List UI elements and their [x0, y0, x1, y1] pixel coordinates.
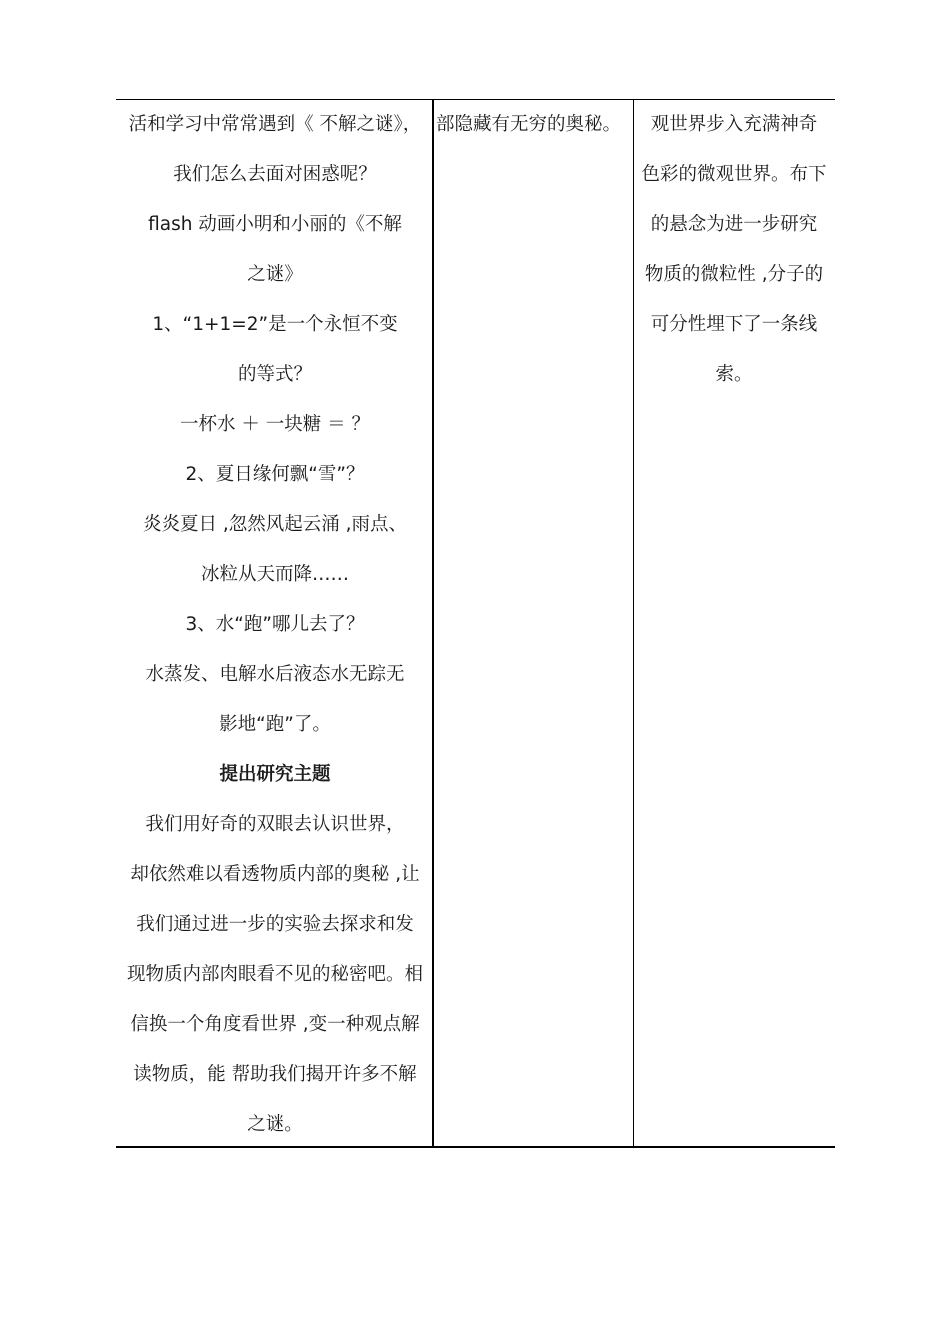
text-line: 炎炎夏日 ,忽然风起云涌 ,雨点、 [142, 514, 408, 535]
text-line: 水蒸发、电解水后液态水无踪无 [145, 664, 405, 685]
text-line: 信换一个角度看世界 ,变一种观点解 [130, 1014, 420, 1035]
text-line: 1、“1+1=2”是一个永恒不变 [152, 314, 398, 335]
text-line: 一杯水 ＋ 一块糖 ＝ ？ [179, 414, 371, 435]
column-divider-2 [633, 99, 634, 1148]
column-divider-1 [432, 99, 434, 1148]
text-line: 却依然难以看透物质内部的奥秘 ,让 [130, 864, 420, 885]
text-line: 我们通过进一步的实验去探求和发 [136, 914, 414, 935]
text-line: 我们用好奇的双眼去认识世界， [145, 814, 405, 835]
table-column-intent [638, 100, 830, 400]
text-line: 之谜。 [247, 1114, 303, 1135]
text-line: 的等式？ [237, 364, 312, 385]
text-line: 可分性埋下了一条线 [650, 314, 818, 335]
text-line: 活和学习中常常遇到《 不解之谜》， [128, 114, 422, 135]
text-line: 色彩的微观世界。布下 [641, 164, 827, 185]
text-line: 读物质，能 帮助我们揭开许多不解 [133, 1064, 417, 1085]
section-heading: 提出研究主题 [219, 764, 331, 785]
text-line: 我们怎么去面对困惑呢？ [173, 164, 377, 185]
text-line: 2、夏日缘何飘“雪”？ [185, 464, 365, 485]
text-line: 的悬念为进一步研究 [650, 214, 818, 235]
text-line: 之谜》 [247, 264, 303, 285]
text-line: 物质的微粒性 ,分子的 [644, 264, 824, 285]
text-line: flash 动画小明和小丽的《不解 [148, 214, 402, 235]
text-line: 观世界步入充满神奇 [650, 114, 818, 135]
text-line: 现物质内部肉眼看不见的秘密吧。相 [126, 964, 423, 985]
text-line: 索。 [715, 364, 753, 385]
table-column-student [436, 100, 632, 150]
text-line: 冰粒从天而降…… [200, 564, 349, 585]
text-line: 部隐藏有无穷的奥秘。 [436, 114, 622, 135]
text-line: 影地“跑”了。 [219, 714, 331, 735]
table-column-activity [120, 100, 430, 1150]
text-line: 3、水“跑”哪儿去了？ [185, 614, 365, 635]
